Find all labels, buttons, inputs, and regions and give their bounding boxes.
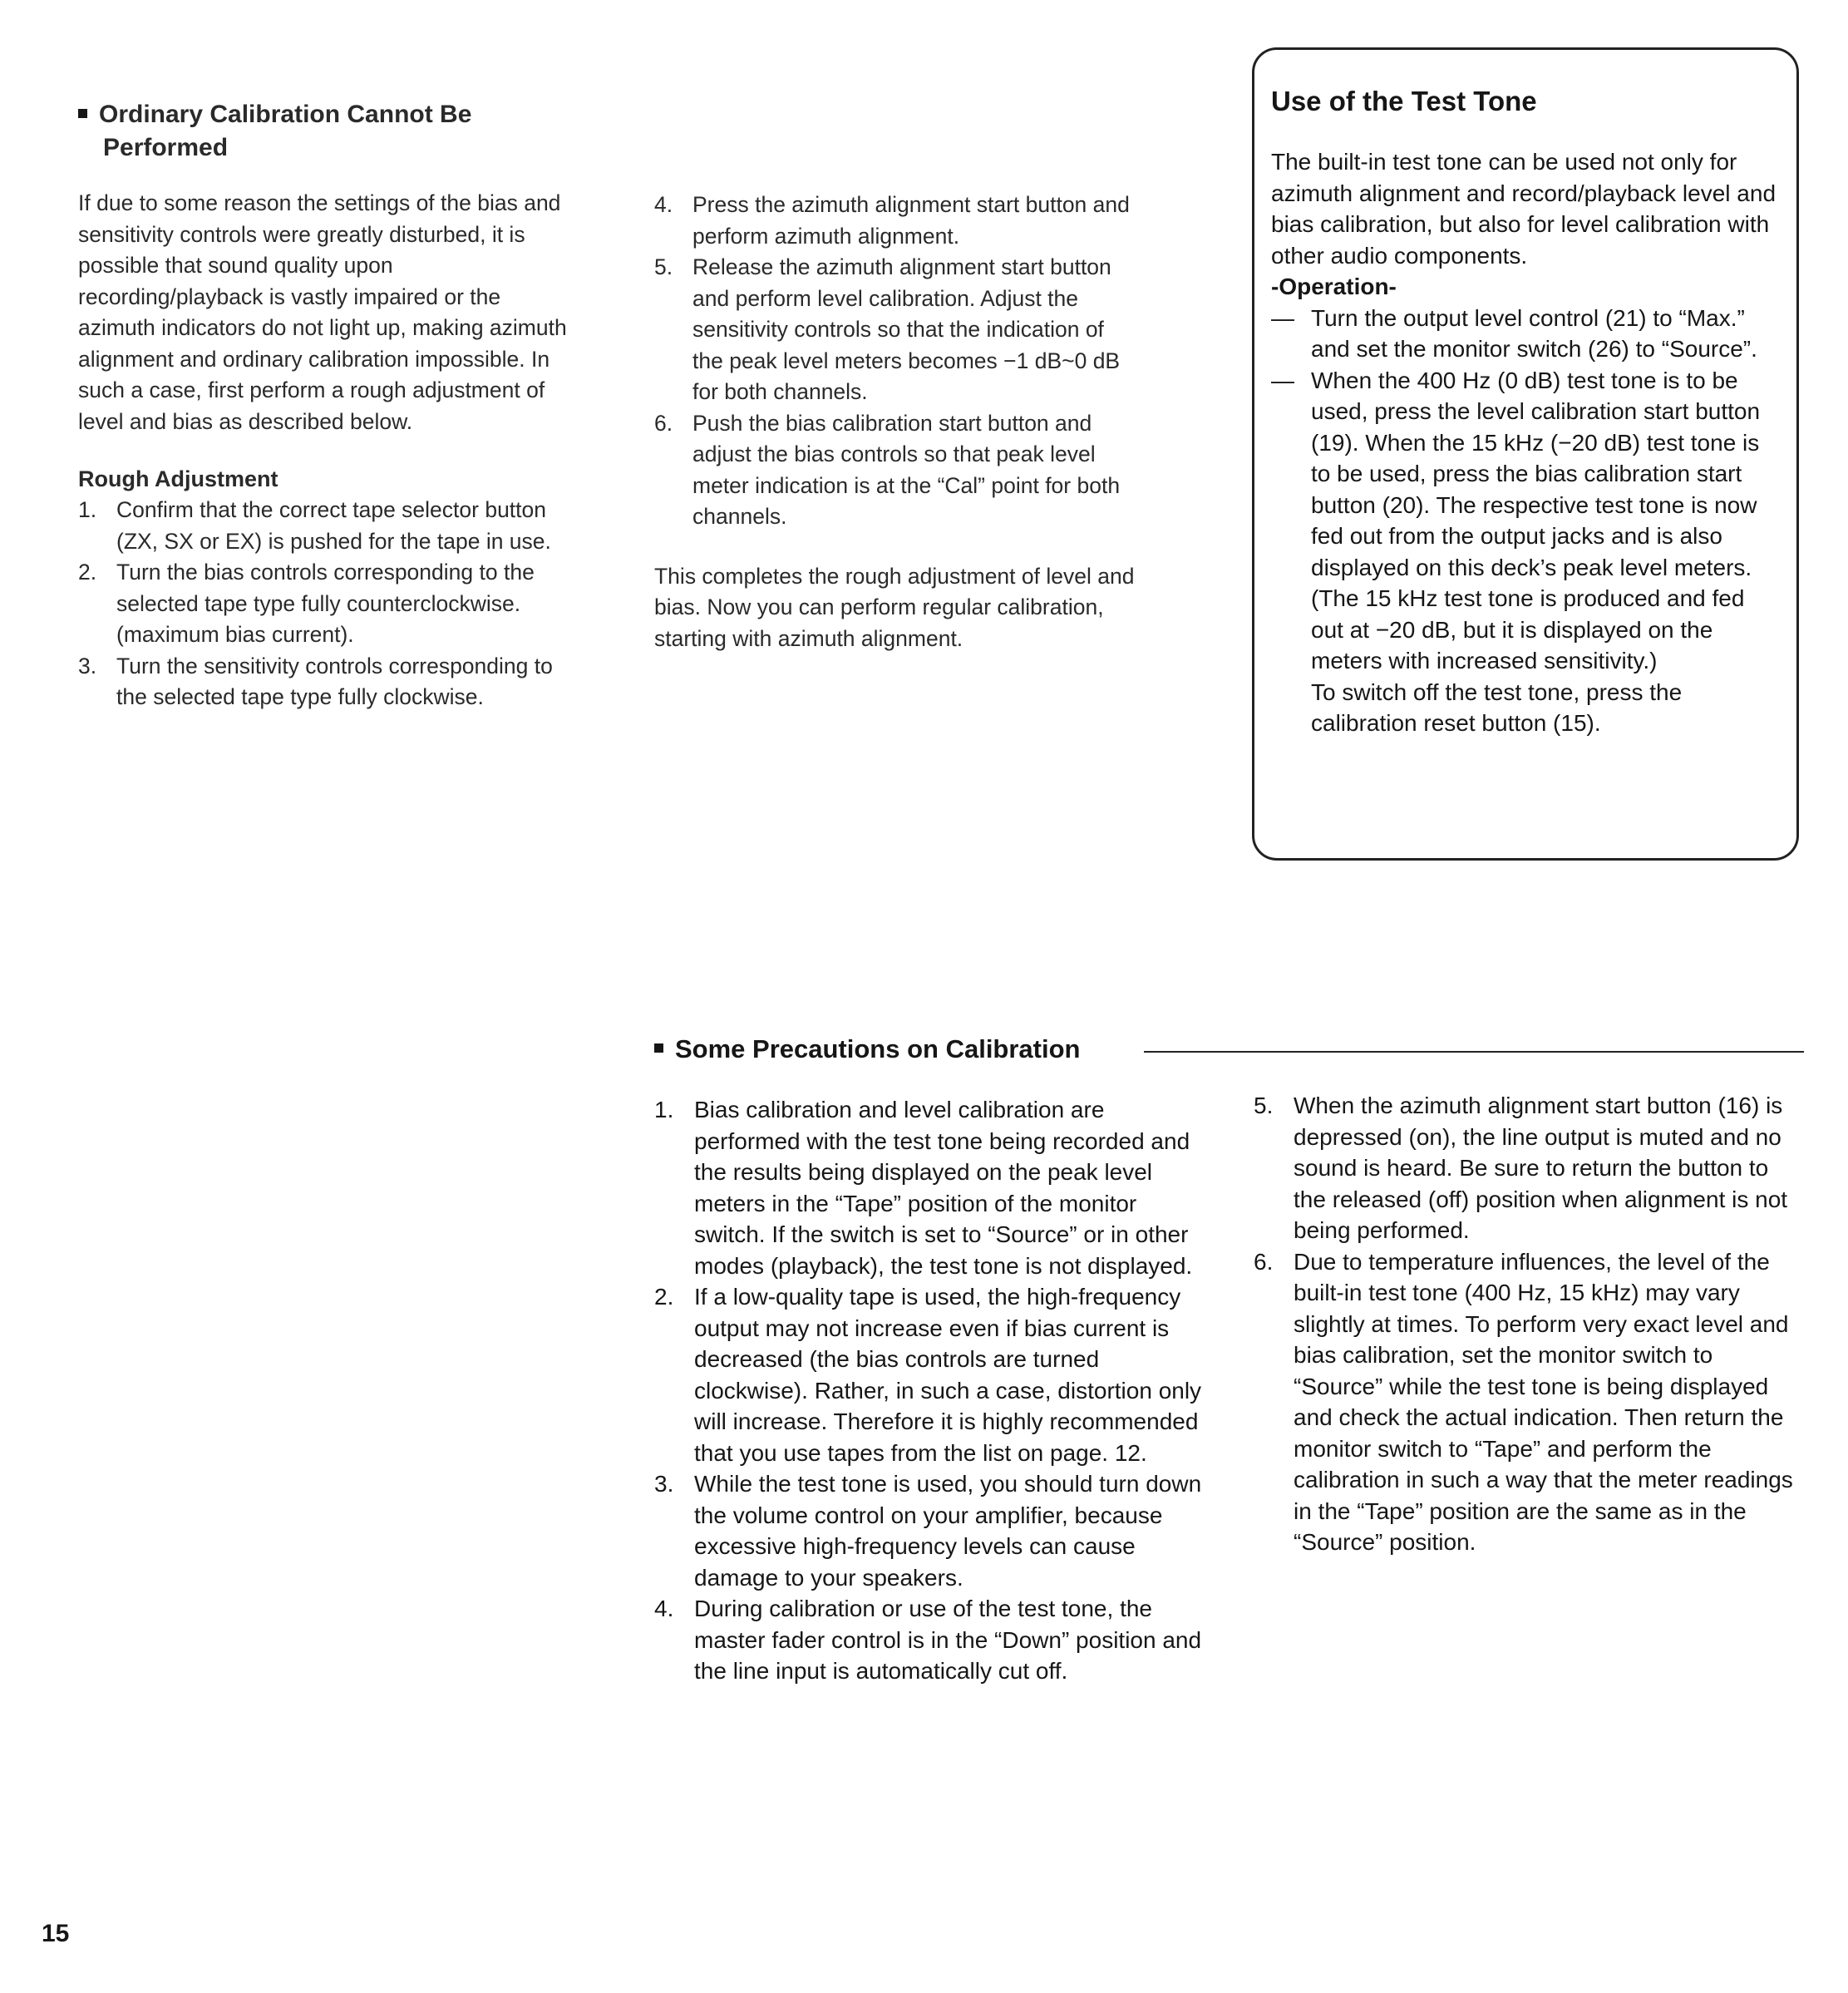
item-text: During calibration or use of the test tone, the master fader control is in the “Down” position and the line input is automatically cut off. <box>694 1596 1202 1684</box>
precautions-title <box>654 1033 1080 1066</box>
rough-adjustment-continued <box>654 190 1141 654</box>
step-number: 3. <box>78 653 97 678</box>
ordinary-calibration-title <box>78 98 585 165</box>
step-text: Push the bias calibration start button and adjust the bias controls so that peak level meter indication is at the “Cal” point for both channels. <box>692 410 1121 529</box>
ordinary-calibration-section <box>78 98 585 713</box>
list-item <box>1271 365 1780 677</box>
step-text: Confirm that the correct tape selector button (ZX, SX or EX) is pushed for the tape in use. <box>116 497 551 554</box>
ordinary-intro-text: If due to some reason the settings of the bias and sensitivity controls were greatly disturbed, it is possible that sound quality upon recording/playback is vastly impaired or the azimuth indicators do not light up, making azimuth alignment and ordinary calibration impossible. In such a case, first perform a rough adjustment of level and bias as described below. <box>78 190 567 434</box>
test-tone-intro: The built-in test tone can be used not only for azimuth alignment and record/playback level and bias calibration, but also for level calibration with other audio components. <box>1271 149 1777 269</box>
item-number: 5. <box>1254 1093 1274 1118</box>
dash-marker: — <box>1271 367 1294 393</box>
precautions-list-1 <box>654 1094 1203 1687</box>
list-item <box>654 408 1141 533</box>
operation-text: When the 400 Hz (0 dB) test tone is to be used, press the level calibration start button (19). When the 15 kHz (−20 dB) test tone is to be used, press the bias calibration start button (20). The respective test tone is now fed out from the output jacks and is also displayed on this deck’s peak level meters. (The 15 kHz test tone is produced and fed out at −20 dB, but it is displayed on the meters with increased sensitivity.) <box>1311 367 1761 673</box>
test-tone-title: Use of the Test Tone <box>1271 86 1537 116</box>
item-number: 2. <box>654 1284 674 1310</box>
item-number: 4. <box>654 1596 674 1621</box>
list-item <box>654 252 1141 408</box>
step-number: 5. <box>654 254 673 279</box>
ordinary-title-line1: Ordinary Calibration Cannot Be <box>99 101 472 128</box>
dash-marker: — <box>1271 304 1294 331</box>
precautions-list-2 <box>1254 1090 1802 1558</box>
rough-steps-list-1 <box>78 495 585 713</box>
step-number: 4. <box>654 192 673 217</box>
test-tone-operation-list <box>1271 303 1780 677</box>
list-item <box>654 1593 1203 1687</box>
bullet-icon <box>78 109 87 118</box>
list-item <box>78 557 585 651</box>
list-item <box>1254 1090 1802 1246</box>
item-text: While the test tone is used, you should turn down the volume control on your amplifier, because excessive high-frequency levels can cause damage to your speakers. <box>694 1471 1202 1591</box>
switch-off-text: To switch off the test tone, press the calibration reset button (15). <box>1311 678 1683 736</box>
precautions-rule <box>1144 1051 1804 1053</box>
step-number: 6. <box>654 410 673 436</box>
rough-steps-list-2 <box>654 190 1141 533</box>
item-text: If a low-quality tape is used, the high-frequency output may not increase even if bias current is decreased (the bias controls are turned clockwise). Rather, in such a case, distortion only will increase. Therefore it is highly recommended that you use tapes from the list on page. 12. <box>694 1284 1202 1466</box>
list-item <box>654 1468 1203 1593</box>
precautions-column-left <box>654 1094 1203 1687</box>
bullet-icon <box>654 1043 663 1053</box>
item-number: 3. <box>654 1471 674 1497</box>
precautions-column-right <box>1254 1090 1802 1558</box>
step-text: Press the azimuth alignment start button and perform azimuth alignment. <box>692 192 1130 249</box>
step-text: Turn the bias controls corresponding to the selected tape type fully counterclockwise. (maximum bias current). <box>116 560 535 647</box>
list-item <box>1271 303 1780 365</box>
step-number: 2. <box>78 560 97 585</box>
operation-text: Turn the output level control (21) to “Max.” and set the monitor switch (26) to “Source”. <box>1311 304 1757 362</box>
rough-adjustment-title: Rough Adjustment <box>78 466 278 491</box>
list-item <box>78 495 585 557</box>
list-item <box>654 1094 1203 1281</box>
step-text: Turn the sensitivity controls corresponding to the selected tape type fully clockwise. <box>116 653 553 709</box>
item-text: Due to temperature influences, the level of the built-in test tone (400 Hz, 15 kHz) may vary slightly at times. To perform very exact level and bias calibration, set the monitor switch to “Source” while the test tone is being displayed and check the actual indication. Then return the monitor switch to “Tape” and perform the calibration in such a way that the meter readings in the “Tape” position are the same as in the “Source” position. <box>1294 1248 1793 1555</box>
rough-completion-text: This completes the rough adjustment of level and bias. Now you can perform regular calibration, starting with azimuth alignment. <box>654 563 1135 651</box>
operation-label: -Operation- <box>1271 274 1397 299</box>
list-item <box>1254 1246 1802 1558</box>
item-text: When the azimuth alignment start button (16) is depressed (on), the line output is muted and no sound is heard. Be sure to return the button to the released (off) position when alignment is not being performed. <box>1294 1093 1788 1243</box>
list-item <box>78 651 585 713</box>
list-item <box>654 1281 1203 1468</box>
step-text: Release the azimuth alignment start button and perform level calibration. Adjust the sensitivity controls so that the indication of the peak level meters becomes −1 dB~0 dB for both channels. <box>692 254 1121 404</box>
precautions-title-text: Some Precautions on Calibration <box>675 1034 1081 1063</box>
ordinary-title-line2: Performed <box>103 134 229 161</box>
item-number: 6. <box>1254 1248 1274 1275</box>
test-tone-box <box>1252 47 1799 861</box>
step-number: 1. <box>78 497 97 522</box>
page-number: 15 <box>42 1920 70 1947</box>
item-number: 1. <box>654 1097 674 1122</box>
item-text: Bias calibration and level calibration are performed with the test tone being recorded and the results being displayed on the peak level meters in the “Tape” position of the monitor switch. If the switch is set to “Source” or in other modes (playback), the test tone is not displayed. <box>694 1097 1193 1279</box>
list-item <box>654 190 1141 252</box>
